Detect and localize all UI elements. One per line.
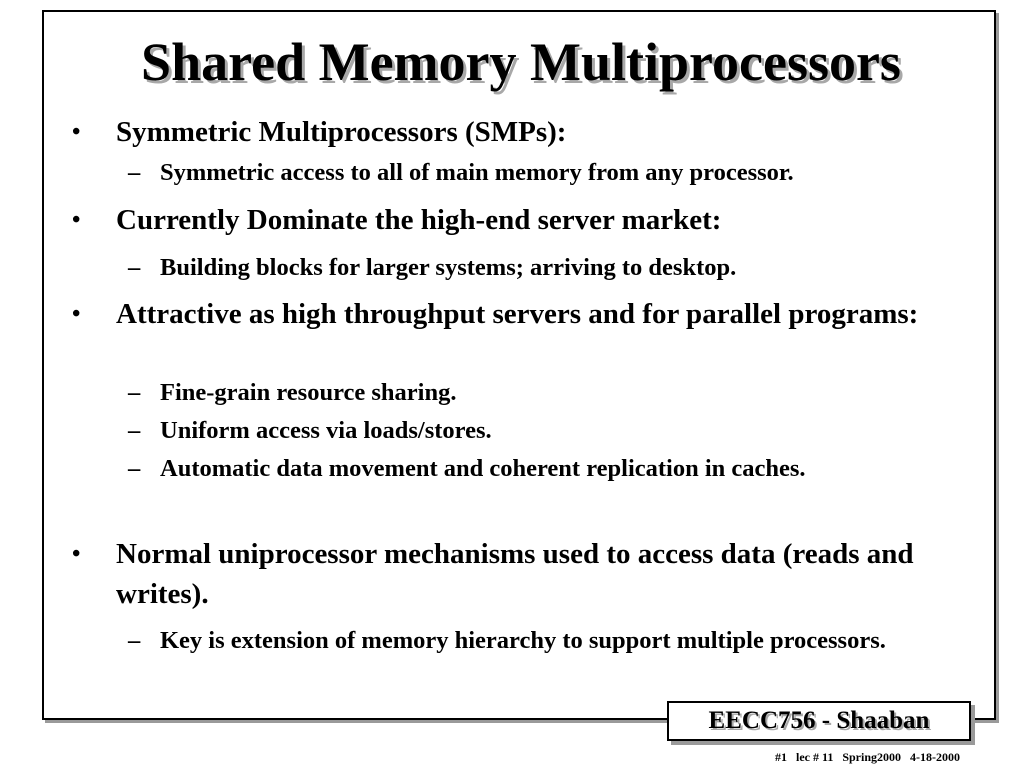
bullet-text: Symmetric Multiprocessors (SMPs): — [116, 116, 567, 148]
sub-bullet-text: Fine-grain resource sharing. — [160, 379, 457, 406]
slide-title: Shared Memory Multiprocessors — [141, 32, 901, 92]
sub-bullet-text: Uniform access via loads/stores. — [160, 417, 492, 444]
bullet-text: Normal uniprocessor mechanisms used to access data (reads and writes). — [116, 538, 914, 610]
dash-glyph: – — [128, 379, 141, 406]
sub-bullet-text: Building blocks for larger systems; arriving to desktop. — [160, 254, 737, 281]
bullet-glyph: • — [72, 207, 81, 233]
bullet-glyph: • — [72, 119, 81, 145]
footer-note: #1 lec # 11 Spring2000 4-18-2000 — [775, 750, 960, 764]
dash-glyph: – — [128, 455, 141, 482]
slide-frame — [42, 10, 996, 720]
sub-bullet-text: Symmetric access to all of main memory from any processor. — [160, 159, 794, 186]
sub-bullet-text: Key is extension of memory hierarchy to support multiple processors. — [160, 627, 886, 654]
bullet-glyph: • — [72, 541, 81, 567]
dash-glyph: – — [128, 254, 141, 281]
sub-bullet-text: Automatic data movement and coherent replication in caches. — [160, 455, 806, 482]
dash-glyph: – — [128, 159, 141, 186]
dash-glyph: – — [128, 417, 141, 444]
bullet-text: Attractive as high throughput servers and for parallel programs: — [116, 298, 919, 330]
bullet-text: Currently Dominate the high-end server market: — [116, 204, 722, 236]
bullet-glyph: • — [72, 301, 81, 327]
course-label-box: EECC756 - Shaaban — [667, 701, 971, 741]
dash-glyph: – — [128, 627, 141, 654]
